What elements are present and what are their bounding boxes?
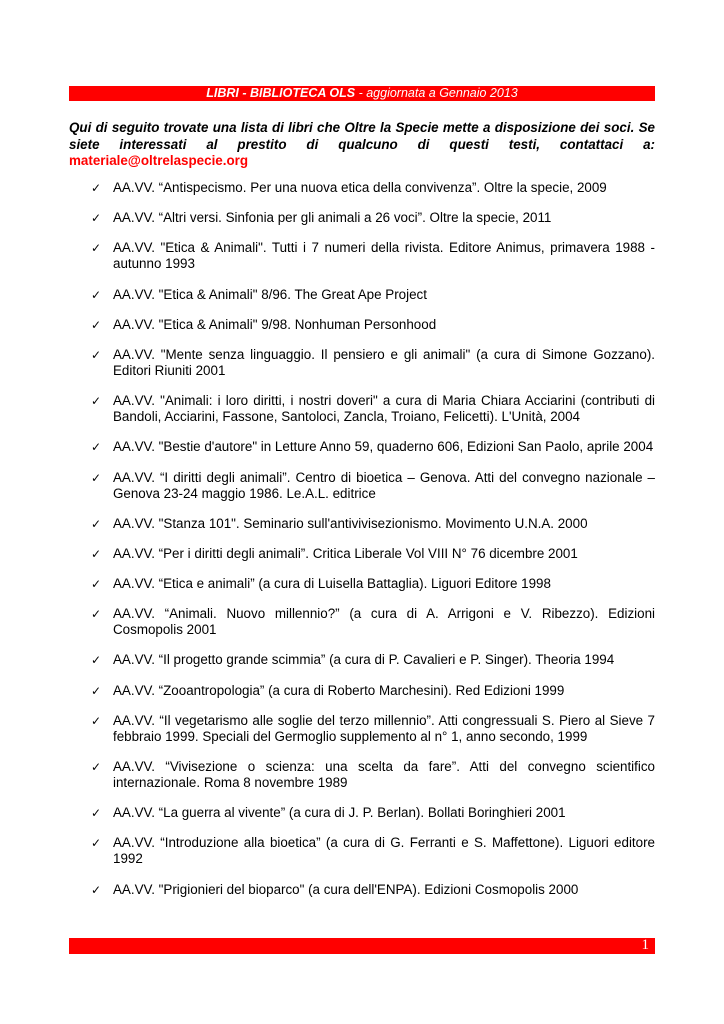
book-entry-text: AA.VV. “Per i diritti degli animali”. Critica Liberale Vol VIII N° 76 dicembre 2001 bbox=[113, 545, 578, 561]
book-entry-text: AA.VV. “Il vegetarismo alle soglie del terzo millennio”. Atti congressuali S. Piero al Sieve 7 febbraio 1999. Speciali del Germoglio supplemento al n° 1, anno secondo, 1999 bbox=[113, 712, 655, 744]
book-entry-text: AA.VV. “Etica e animali” (a cura di Luisella Battaglia). Liguori Editore 1998 bbox=[113, 576, 551, 592]
checkmark-icon: ✓ bbox=[91, 806, 102, 821]
book-list-item bbox=[69, 347, 655, 379]
book-entry-text: AA.VV. “Altri versi. Sinfonia per gli animali a 26 voci”. Oltre la specie, 2011 bbox=[113, 210, 552, 226]
book-list-item bbox=[69, 606, 655, 638]
header-bar bbox=[69, 86, 655, 101]
book-list bbox=[69, 180, 655, 912]
checkmark-icon: ✓ bbox=[91, 211, 102, 226]
book-entry-text: AA.VV. "Etica & Animali" 9/98. Nonhuman Personhood bbox=[113, 316, 437, 332]
checkmark-icon: ✓ bbox=[91, 470, 102, 485]
book-list-item bbox=[69, 713, 655, 745]
checkmark-icon: ✓ bbox=[91, 882, 102, 897]
checkmark-icon: ✓ bbox=[91, 394, 102, 409]
intro-paragraph bbox=[69, 120, 655, 170]
book-list-item bbox=[69, 470, 655, 502]
checkmark-icon: ✓ bbox=[91, 653, 102, 668]
checkmark-icon: ✓ bbox=[91, 760, 102, 774]
book-entry-text: AA.VV. "Animali: i loro diritti, i nostri doveri" a cura di Maria Chiara Acciarini (contributi di Bandoli, Acciarini, Fassone, Santoloci, Zancla, Troiano, Felicetti). L'Unità, 2004 bbox=[113, 393, 655, 425]
document-title: LIBRI - BIBLIOTECA OLS bbox=[206, 86, 356, 100]
checkmark-icon: ✓ bbox=[91, 683, 102, 698]
checkmark-icon: ✓ bbox=[91, 546, 102, 561]
book-entry-text: AA.VV. “Il progetto grande scimmia” (a cura di P. Cavalieri e P. Singer). Theoria 1994 bbox=[113, 652, 615, 668]
checkmark-icon: ✓ bbox=[91, 317, 102, 332]
page-number: 1 bbox=[641, 937, 649, 953]
book-list-item bbox=[69, 180, 655, 196]
checkmark-icon: ✓ bbox=[91, 347, 102, 362]
book-list-item bbox=[69, 882, 655, 898]
book-list-item bbox=[69, 287, 655, 303]
book-list-item bbox=[69, 546, 655, 562]
book-list-item bbox=[69, 805, 655, 821]
book-entry-text: AA.VV. “La guerra al vivente” (a cura di J. P. Berlan). Bollati Boringhieri 2001 bbox=[113, 805, 566, 821]
book-entry-text: AA.VV. "Prigionieri del bioparco" (a cura dell'ENPA). Edizioni Cosmopolis 2000 bbox=[113, 881, 579, 897]
document-subtitle: - aggiornata a Gennaio 2013 bbox=[355, 86, 518, 100]
book-list-item bbox=[69, 210, 655, 226]
checkmark-icon: ✓ bbox=[91, 241, 102, 256]
footer-bar bbox=[69, 938, 655, 954]
book-list-item bbox=[69, 683, 655, 699]
book-list-item bbox=[69, 317, 655, 333]
book-entry-text: AA.VV. "Etica & Animali" 8/96. The Great Ape Project bbox=[113, 286, 427, 302]
checkmark-icon: ✓ bbox=[91, 287, 102, 302]
book-entry-text: AA.VV. "Stanza 101". Seminario sull'antivivisezionismo. Movimento U.N.A. 2000 bbox=[113, 515, 588, 531]
checkmark-icon: ✓ bbox=[91, 577, 102, 592]
checkmark-icon: ✓ bbox=[91, 713, 102, 728]
book-entry-text: AA.VV. "Mente senza linguaggio. Il pensiero e gli animali" (a cura di Simone Gozzano). Editori Riuniti 2001 bbox=[113, 346, 655, 378]
book-entry-text: AA.VV. “Animali. Nuovo millennio?” (a cura di A. Arrigoni e V. Ribezzo). Edizioni Cosmopolis 2001 bbox=[113, 606, 655, 638]
book-list-item bbox=[69, 835, 655, 867]
book-list-item bbox=[69, 576, 655, 592]
book-entry-text: AA.VV. “Antispecismo. Per una nuova etica della convivenza”. Oltre la specie, 2009 bbox=[113, 180, 607, 195]
checkmark-icon: ✓ bbox=[91, 181, 102, 195]
checkmark-icon: ✓ bbox=[91, 516, 102, 531]
book-list-item bbox=[69, 652, 655, 668]
checkmark-icon: ✓ bbox=[91, 440, 102, 455]
checkmark-icon: ✓ bbox=[91, 607, 102, 622]
checkmark-icon: ✓ bbox=[91, 836, 102, 851]
book-entry-text: AA.VV. “Introduzione alla bioetica” (a cura di G. Ferranti e S. Maffettone). Liguori editore 1992 bbox=[113, 835, 655, 867]
book-entry-text: AA.VV. “Zooantropologia” (a cura di Roberto Marchesini). Red Edizioni 1999 bbox=[113, 682, 565, 698]
book-entry-text: AA.VV. “Vivisezione o scienza: una scelta da fare”. Atti del convegno scientifico internazionale. Roma 8 novembre 1989 bbox=[113, 759, 655, 790]
book-entry-text: AA.VV. "Etica & Animali". Tutti i 7 numeri della rivista. Editore Animus, primavera 1988 - autunno 1993 bbox=[113, 240, 655, 272]
book-list-item bbox=[69, 439, 655, 455]
book-list-item bbox=[69, 240, 655, 272]
intro-text: Qui di seguito trovate una lista di libri che Oltre la Specie mette a disposizione dei soci. Se siete interessati al prestito di qualcuno di questi testi, contattaci a: bbox=[69, 120, 655, 152]
book-list-item bbox=[69, 759, 655, 791]
book-list-item bbox=[69, 393, 655, 425]
book-entry-text: AA.VV. “I diritti degli animali”. Centro di bioetica – Genova. Atti del convegno nazionale – Genova 23-24 maggio 1986. Le.A.L. editrice bbox=[113, 469, 655, 501]
contact-email-link[interactable]: materiale@oltrelaspecie.org bbox=[69, 153, 249, 168]
book-list-item bbox=[69, 516, 655, 532]
book-entry-text: AA.VV. "Bestie d'autore" in Letture Anno 59, quaderno 606, Edizioni San Paolo, aprile 2004 bbox=[113, 439, 654, 455]
